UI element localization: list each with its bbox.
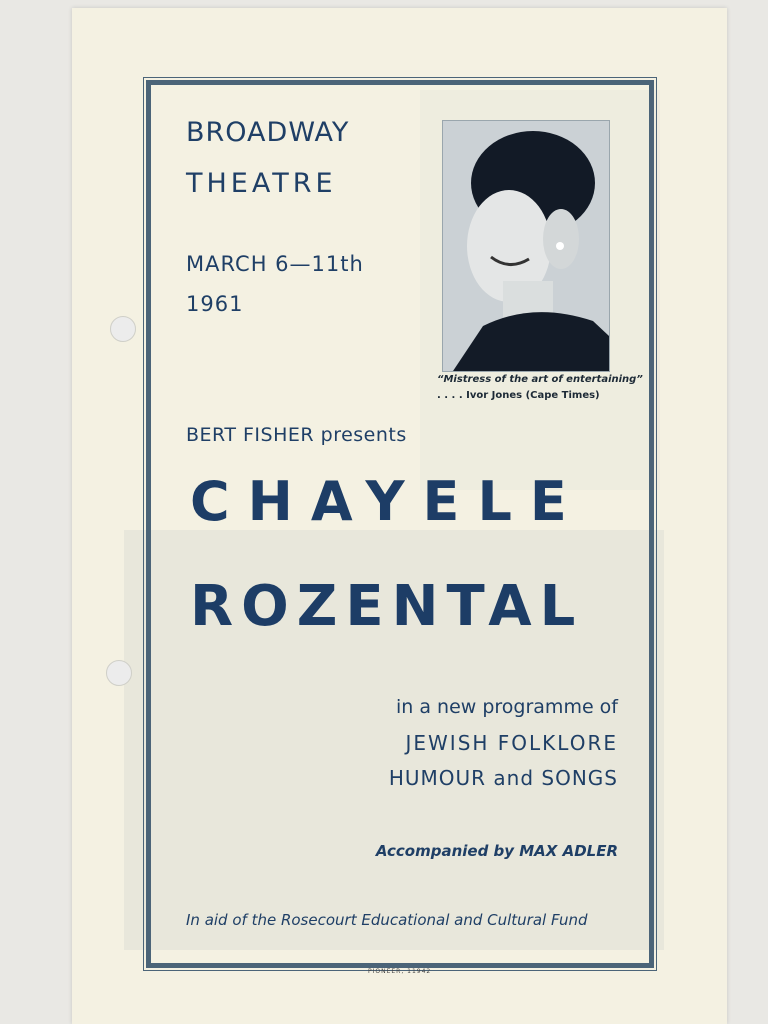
presenter-verb: presents	[320, 424, 407, 446]
photo-caption-attribution: . . . . Ivor Jones (Cape Times)	[437, 390, 600, 401]
punch-hole-bottom	[106, 660, 132, 686]
presenter-line	[186, 424, 407, 446]
charity-note: In aid of the Rosecourt Educational and Cultural Fund	[186, 911, 588, 929]
year: 1961	[186, 292, 244, 316]
venue-line-1: BROADWAY	[186, 117, 350, 148]
punch-hole-top	[110, 316, 136, 342]
programme-genre-1: JEWISH FOLKLORE	[405, 731, 618, 755]
programme-genre-2: HUMOUR and SONGS	[388, 766, 618, 790]
performer-first-name: CHAYELE	[190, 470, 585, 533]
date-range: MARCH 6—11th	[186, 252, 364, 276]
venue-line-2: THEATRE	[186, 168, 337, 199]
printer-mark: PIONEER, 11942	[368, 968, 432, 975]
performer-portrait	[442, 120, 610, 372]
performer-last-name: ROZENTAL	[190, 574, 584, 639]
photo-caption-quote: “Mistress of the art of entertaining”	[437, 374, 643, 385]
presenter-name: BERT FISHER	[186, 424, 315, 446]
accompanist: Accompanied by MAX ADLER	[375, 842, 618, 860]
programme-intro: in a new programme of	[395, 696, 618, 718]
